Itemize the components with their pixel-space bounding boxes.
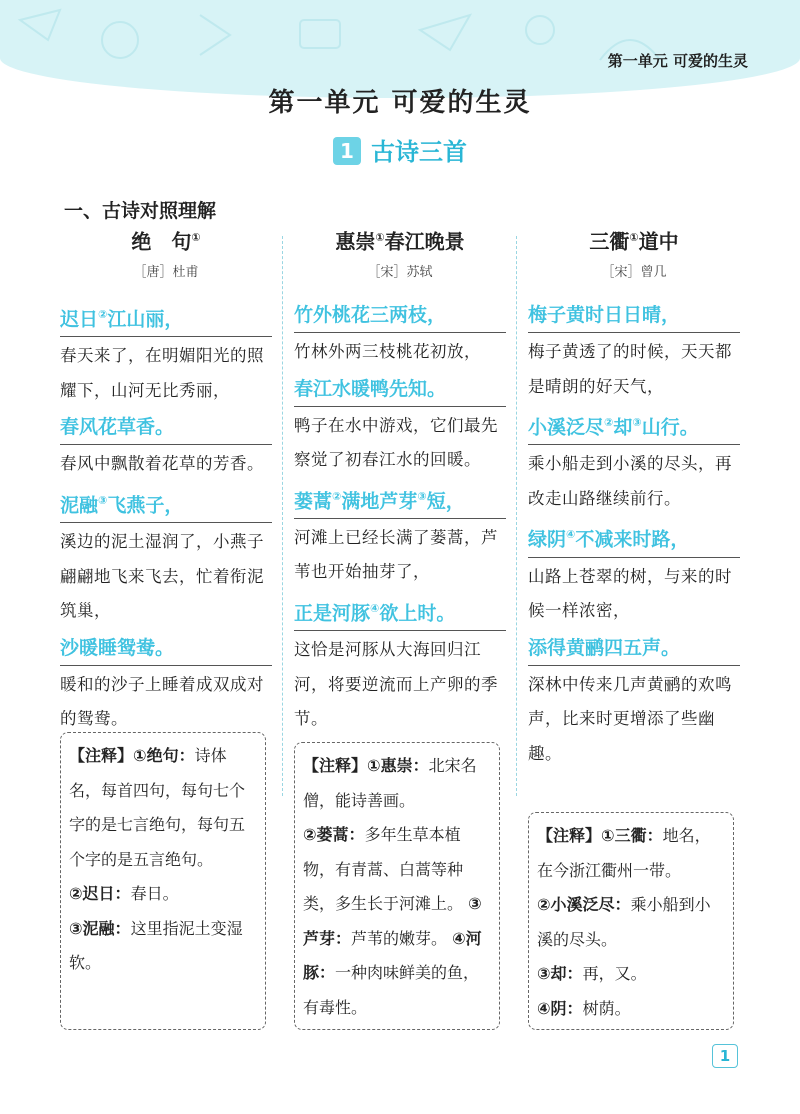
poem-line: 绿阴④不减来时路， <box>528 518 740 557</box>
poem-column-2 <box>294 222 506 739</box>
note-term: ③却： <box>537 964 583 983</box>
line-translation: 梅子黄透了的时候，天天都是晴朗的好天气， <box>528 342 732 396</box>
lesson-title <box>0 132 800 167</box>
poem-author: ［宋］曾几 <box>601 265 667 280</box>
note-text: 这里指泥土变湿软。 <box>69 918 243 972</box>
poem-line: 沙暖睡鸳鸯。 <box>60 631 272 666</box>
line-translation: 这恰是河豚从大海回归江河，将要逆流而上产卵的季节。 <box>294 640 498 729</box>
line-translation: 春风中飘散着花草的芳香。 <box>60 454 264 474</box>
unit-title: 第一单元 可爱的生灵 <box>268 88 532 118</box>
line-translation: 竹林外两三枝桃花初放， <box>294 342 481 361</box>
poem-line: 泥融③飞燕子， <box>60 484 272 523</box>
poem-line: 迟日②江山丽， <box>60 298 272 337</box>
note-term: ①三衢： <box>601 826 663 845</box>
poem-title: 三衢①道中 <box>589 229 679 254</box>
poem-title: 惠崇①春江晚景 <box>335 229 465 254</box>
page-number: 1 <box>712 1044 738 1068</box>
poem-line: 蒌蒿②满地芦芽③短， <box>294 480 506 519</box>
note-term: ②迟日： <box>69 884 131 903</box>
poem-line: 春江水暖鸭先知。 <box>294 372 506 407</box>
note-text: 北宋名僧，能诗善画。 <box>303 756 477 810</box>
notes-label: 【注释】 <box>69 746 134 765</box>
note-text: 诗体名，每首四句，每句七个字的是七言绝句，每句五个字的是五言绝句。 <box>69 746 246 869</box>
lesson-title-text: 古诗三首 <box>371 138 467 166</box>
note-text: 乘小船到小溪的尽头。 <box>537 895 711 949</box>
line-translation: 深林中传来几声黄鹂的欢鸣声，比来时更增添了些幽趣。 <box>528 674 732 763</box>
poem-line: 正是河豚④欲上时。 <box>294 592 506 631</box>
poem-line: 添得黄鹂四五声。 <box>528 631 740 666</box>
line-translation: 暖和的沙子上睡着成双成对的鸳鸯。 <box>60 674 264 729</box>
line-translation: 春天来了，在明媚阳光的照耀下，山河无比秀丽， <box>60 346 264 400</box>
column-divider <box>516 236 517 796</box>
note-text: 地名，在今浙江衢州一带。 <box>537 826 711 880</box>
note-term: ①惠崇： <box>367 756 429 775</box>
notes-label: 【注释】 <box>537 826 602 845</box>
note-text: 一种肉味鲜美的鱼，有毒性。 <box>303 963 480 1017</box>
poem-column-1 <box>60 222 272 739</box>
line-translation: 溪边的泥土湿润了，小燕子翩翩地飞来飞去，忙着衔泥筑巢， <box>60 532 264 621</box>
poem-line: 春风花草香。 <box>60 410 272 445</box>
poem-author: ［唐］杜甫 <box>133 265 199 280</box>
poem-column-3 <box>528 222 740 773</box>
line-translation: 山路上苍翠的树，与来的时候一样浓密， <box>528 566 732 621</box>
note-term: ③芦芽： <box>303 894 482 948</box>
poem-line: 竹外桃花三两枝， <box>294 298 506 333</box>
line-translation: 鸭子在水中游戏，它们最先察觉了初春江水的回暖。 <box>294 415 498 469</box>
note-term: ①绝句： <box>133 746 195 765</box>
line-translation: 河滩上已经长满了蒌蒿，芦苇也开始抽芽了， <box>294 527 498 582</box>
poem-line: 梅子黄时日日晴， <box>528 298 740 333</box>
notes-box <box>60 732 266 1030</box>
note-text: 多年生草本植物，有青蒿、白蒿等种类，多生长于河滩上。 <box>303 825 464 913</box>
poem-line: 小溪泛尽②却③山行。 <box>528 406 740 445</box>
notes-label: 【注释】 <box>303 756 368 775</box>
lesson-number-badge: 1 <box>333 137 361 165</box>
note-term: ②蒌蒿： <box>303 825 365 844</box>
note-term: ④河豚： <box>303 928 482 982</box>
section-heading: 一、古诗对照理解 <box>64 200 217 222</box>
line-translation: 乘小船走到小溪的尽头，再改走山路继续前行。 <box>528 454 732 508</box>
note-text: 树荫。 <box>582 998 631 1018</box>
note-text: 春日。 <box>130 884 179 903</box>
poem-title: 绝 句① <box>131 229 201 254</box>
poem-author: ［宋］苏轼 <box>367 265 433 280</box>
notes-box <box>528 812 734 1030</box>
note-term: ③泥融： <box>69 918 131 938</box>
running-head: 第一单元 可爱的生灵 <box>607 52 748 70</box>
notes-box <box>294 742 500 1030</box>
note-text: 芦苇的嫩芽。 <box>351 928 448 948</box>
note-term: ②小溪泛尽： <box>537 895 631 914</box>
note-term: ④阴： <box>537 998 583 1018</box>
column-divider <box>282 236 283 796</box>
note-text: 再，又。 <box>582 964 647 983</box>
